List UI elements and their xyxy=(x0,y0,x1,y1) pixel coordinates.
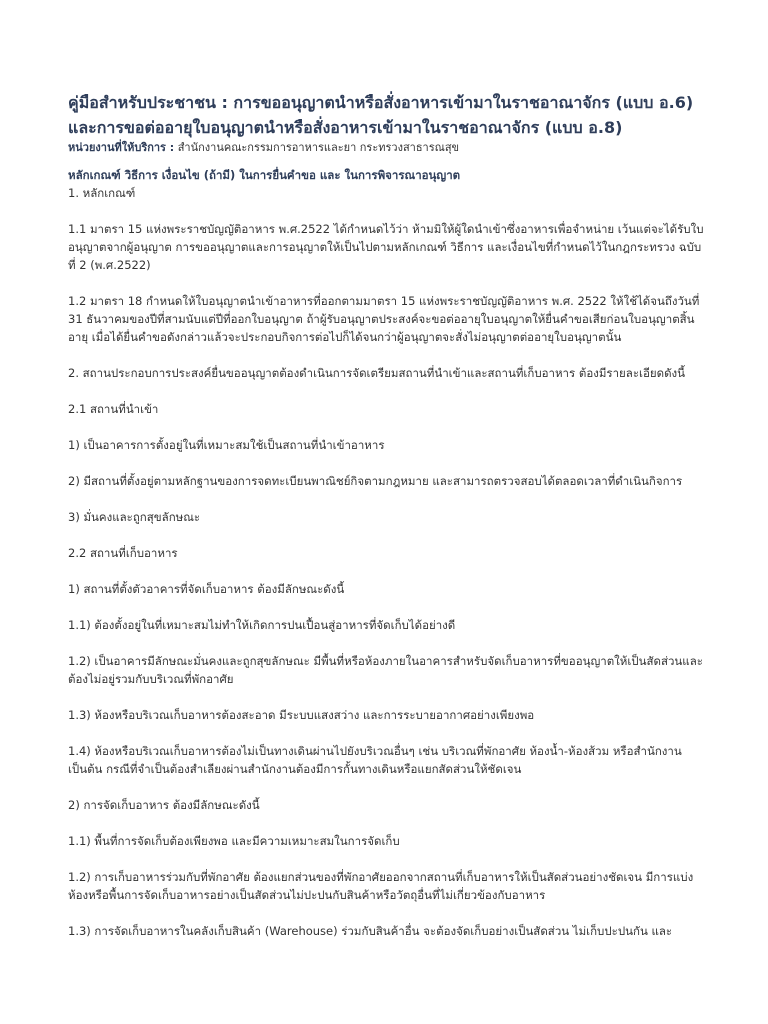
title-block xyxy=(68,90,708,156)
document-content xyxy=(68,166,704,940)
section-heading: หลักเกณฑ์ วิธีการ เงื่อนไข (ถ้ามี) ในการยื่นคำขอ และ ในการพิจารณาอนุญาต xyxy=(68,168,461,182)
paragraph: 3) มั่นคงและถูกสุขลักษณะ xyxy=(68,510,201,524)
paragraph: 2) การจัดเก็บอาหาร ต้องมีลักษณะดังนี้ xyxy=(68,798,260,812)
paragraph: 1. หลักเกณฑ์ xyxy=(68,186,136,200)
paragraph: 1.2) การเก็บอาหารร่วมกับที่พักอาศัย ต้องแยกส่วนของที่พักอาศัยออกจากสถานที่เก็บอาหารให้เป็นสัดส่วนอย่างชัดเจน มีการแบ่งห้องหรือพื้นการจัดเก็บอาหารอย่างเป็นสัดส่วนไม่ปะปนกับสินค้าหรือวัตถุอื่นที่ไม่เกี่ยวข้องกับอาหาร xyxy=(68,870,694,902)
paragraph: 1.1) พื้นที่การจัดเก็บต้องเพียงพอ และมีความเหมาะสมในการจัดเก็บ xyxy=(68,834,400,848)
agency-value: สำนักงานคณะกรรมการอาหารและยา กระทรวงสาธารณสุข xyxy=(174,141,460,154)
agency-line xyxy=(68,140,708,156)
paragraph: 1.4) ห้องหรือบริเวณเก็บอาหารต้องไม่เป็นทางเดินผ่านไปยังบริเวณอื่นๆ เช่น บริเวณที่พักอาศัย ห้องน้ำ-ห้องส้วม หรือสำนักงาน เป็นต้น กรณีที่จำเป็นต้องสำเลียงผ่านสำนักงานต้องมีการกั้นทางเดินหรือแยกสัดส่วนให้ชัดเจน xyxy=(68,744,682,776)
paragraph: 1.2 มาตรา 18 กำหนดให้ใบอนุญาตนำเข้าอาหารที่ออกตามมาตรา 15 แห่งพระราชบัญญัติอาหาร พ.ศ. 2522 ให้ใช้ได้จนถึงวันที่ 31 ธันวาคมของปีที่สามนับแต่ปีที่ออกใบอนุญาต ถ้าผู้รับอนุญาตประสงค์จะขอต่ออายุใบอนุญาตให้ยื่นคำขอเสียก่อนใบอนุญาตสิ้นอายุ เมื่อได้ยื่นคำขอดังกล่าวแล้วจะประกอบกิจการต่อไปก็ได้จนกว่าผู้อนุญาตจะสั่งไม่อนุญาตต่ออายุใบอนุญาตนั้น xyxy=(68,294,700,344)
paragraph: 1.3) การจัดเก็บอาหารในคลังเก็บสินค้า (Warehouse) ร่วมกับสินค้าอื่น จะต้องจัดเก็บอย่างเป็นสัดส่วน ไม่เก็บปะปนกัน และ xyxy=(68,924,673,938)
agency-label: หน่วยงานที่ให้บริการ : xyxy=(68,141,175,154)
paragraph: 1.2) เป็นอาคารมีลักษณะมั่นคงและถูกสุขลักษณะ มีพื้นที่หรือห้องภายในอาคารสำหรับจัดเก็บอาหารที่ขออนุญาตให้เป็นสัดส่วนและต้องไม่อยู่รวมกับบริเวณที่พักอาศัย xyxy=(68,654,703,686)
paragraph: 1.1) ต้องตั้งอยู่ในที่เหมาะสมไม่ทำให้เกิดการปนเปื้อนสู่อาหารที่จัดเก็บได้อย่างดี xyxy=(68,618,456,632)
paragraph: 2.1 สถานที่นำเข้า xyxy=(68,402,159,416)
paragraph: 2.2 สถานที่เก็บอาหาร xyxy=(68,546,178,560)
paragraph: 2) มีสถานที่ตั้งอยู่ตามหลักฐานของการจดทะเบียนพาณิชย์กิจตามกฎหมาย และสามารถตรวจสอบได้ตลอดเวลาที่ดำเนินกิจการ xyxy=(68,474,683,488)
document-title: คู่มือสำหรับประชาชน : การขออนุญาตนำหรือสั่งอาหารเข้ามาในราชอาณาจักร (แบบ อ.6) และการขอต่ออายุใบอนุญาตนำหรือสั่งอาหารเข้ามาในราชอาณาจักร (แบบ อ.8) xyxy=(68,93,694,137)
paragraph: 1) สถานที่ตั้งตัวอาคารที่จัดเก็บอาหาร ต้องมีลักษณะดังนี้ xyxy=(68,582,345,596)
paragraph: 1.3) ห้องหรือบริเวณเก็บอาหารต้องสะอาด มีระบบแสงสว่าง และการระบายอากาศอย่างเพียงพอ xyxy=(68,708,535,722)
paragraph: 1.1 มาตรา 15 แห่งพระราชบัญญัติอาหาร พ.ศ.2522 ได้กำหนดไว้ว่า ห้ามมิให้ผู้ใดนำเข้าซึ่งอาหารเพื่อจำหน่าย เว้นแต่จะได้รับใบอนุญาตจากผู้อนุญาต การขออนุญาตและการอนุญาตให้เป็นไปตามหลักเกณฑ์ วิธีการ และเงื่อนไขที่กำหนดไว้ในกฎกระทรวง ฉบับที่ 2 (พ.ศ.2522) xyxy=(68,222,704,272)
paragraph: 1) เป็นอาคารการตั้งอยู่ในที่เหมาะสมใช้เป็นสถานที่นำเข้าอาหาร xyxy=(68,438,385,452)
paragraph: 2. สถานประกอบการประสงค์ยื่นขออนุญาตต้องดำเนินการจัดเตรียมสถานที่นำเข้าและสถานที่เก็บอาหาร ต้องมีรายละเอียดดังนี้ xyxy=(68,366,686,380)
